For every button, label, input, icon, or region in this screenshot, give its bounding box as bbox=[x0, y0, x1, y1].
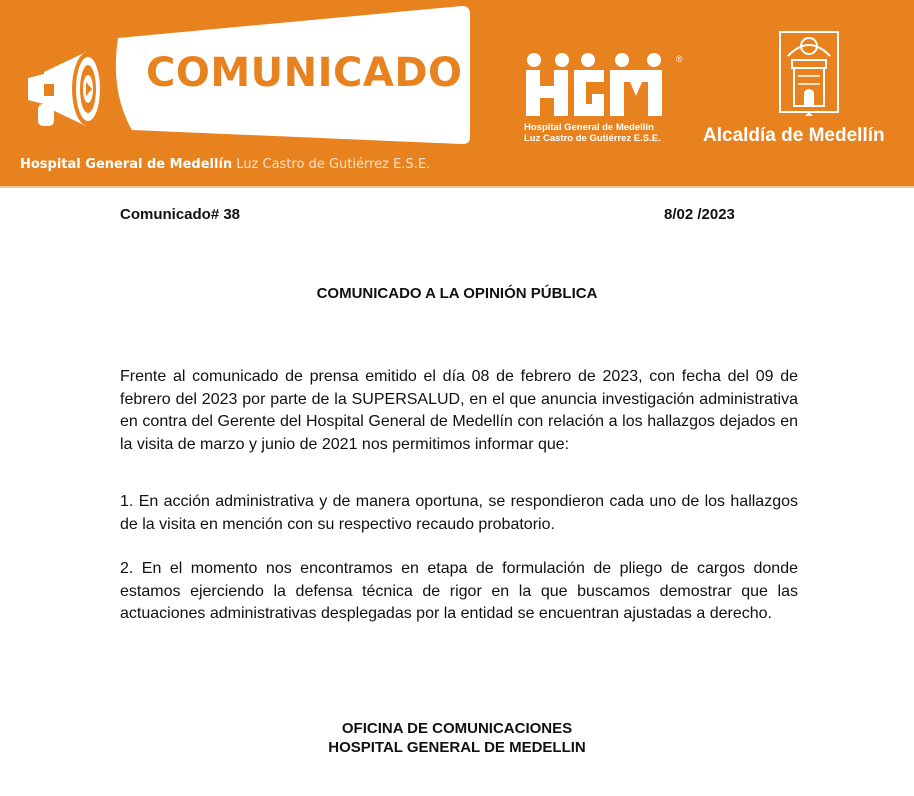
alcaldia-label: Alcaldía de Medellín bbox=[703, 125, 885, 146]
document-title: COMUNICADO A LA OPINIÓN PÚBLICA bbox=[316, 285, 598, 302]
svg-text:®: ® bbox=[676, 54, 683, 64]
paragraph-point-1: 1. En acción administrativa y de manera oportuna, se respondieron cada uno de los hallazgos de la visita en mención con su respectivo recaudo probatorio. bbox=[120, 493, 798, 533]
signature-block bbox=[0, 719, 914, 757]
signature-hospital: HOSPITAL GENERAL DE MEDELLIN bbox=[328, 739, 586, 756]
hgm-subtitle-line2: Luz Castro de Gutiérrez E.S.E. bbox=[524, 133, 661, 144]
paragraph-intro: Frente al comunicado de prensa emitido el día 08 de febrero de 2023, con fecha del 09 de febrero del 2023 por parte de la SUPERSALUD, en el que anuncia investigación administrativa en contra del Gerente del Hospital General de Medellín con relación a los hallazgos dejados en la visita de marzo y junio de 2021 nos permitimos informar que: bbox=[120, 368, 798, 453]
banner-divider bbox=[0, 186, 914, 188]
hgm-subtitle-line1: Hospital General de Medellín bbox=[524, 122, 654, 133]
medellin-shield-icon bbox=[778, 30, 840, 118]
banner-tagline bbox=[20, 157, 430, 172]
paragraph-point-2: 2. En el momento nos encontramos en etapa de formulación de pliego de cargos donde estamos ejerciendo la defensa técnica de rigor en la que buscamos demostrar que las actuaciones administrativas desplegadas por la entidad se encuentran ajustadas a derecho. bbox=[120, 560, 798, 622]
communique-number: Comunicado# 38 bbox=[120, 206, 241, 223]
tagline-name: Luz Castro de Gutiérrez E.S.E. bbox=[236, 157, 431, 172]
header-banner bbox=[0, 0, 914, 188]
tagline-hospital: Hospital General de Medellín bbox=[20, 157, 233, 172]
banner-title: COMUNICADO bbox=[146, 50, 463, 96]
communique-date: 8/02 /2023 bbox=[664, 206, 735, 223]
hgm-subtitle bbox=[524, 122, 661, 144]
signature-office: OFICINA DE COMUNICACIONES bbox=[341, 720, 573, 737]
